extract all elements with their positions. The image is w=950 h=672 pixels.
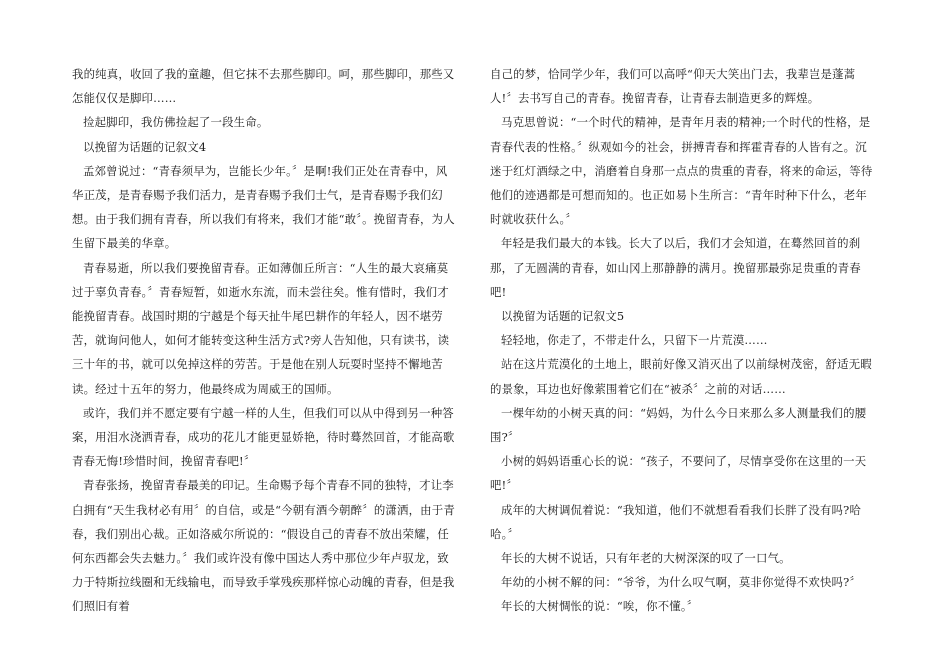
right-paragraph-3: 年轻是我们最大的本钱。长大了以后，我们才会知道，在蓦然回首的刹那，了无圆满的青春，如山冈上那静静的满月。挽留那最弥足贵重的青春吧! — [490, 236, 861, 299]
left-paragraph-4: 青春易逝，所以我们要挽留青春。正如薄伽丘所言：“人生的最大哀痛莫过于辜负青春。〞青春短暂，如逝水东流，而未尝往矣。惟有惜时，我们才能挽留青春。战国时期的宁越是个每天扯牛尾巴耕作的年轻人，因不堪劳苦，就询问他人，如何才能转变这种生活方式?旁人告知他，只有读书，读三十年的书，就可以免掉这样的劳苦。于是他在别人玩耍时坚持不懈地苦读。经过十五年的努力，他最终成为周威王的国师。 — [72, 260, 450, 396]
right-paragraph-8: 成年的大树调侃着说：“我知道，他们不就想看看我们长胖了没有吗?哈哈。〞 — [490, 502, 862, 541]
right-paragraph-9: 年长的大树不说话，只有年老的大树深深的叹了一口气。 — [501, 551, 791, 566]
right-paragraph-4: 轻轻地，你走了，不带走什么，只留下一片荒漠…… — [501, 333, 768, 348]
right-column — [490, 62, 875, 619]
right-paragraph-1: 自己的梦，恰同学少年，我们可以高呼“仰天大笑出门去，我辈岂是蓬蒿人!〞去书写自己的青春。挽留青春，让青春去制造更多的辉煌。 — [490, 67, 856, 106]
essay-5-heading: 以挽留为话题的记叙文5 — [501, 309, 625, 324]
right-paragraph-5: 站在这片荒漠化的土地上，眼前好像又消灭出了以前绿树茂密，舒适无暇的景象，耳边也好像萦围着它们在“被杀〞之前的对话…… — [490, 357, 872, 396]
left-column — [72, 62, 457, 619]
left-paragraph-6: 青春张扬，挽留青春最美的印记。生命赐予每个青春不同的独特，才让李白拥有“天生我材必有用〞的自信，或是“今朝有酒今朝醉〞的潇洒，由于青春，我们别出心裁。正如洛威尔所说的：“假设自己的青春不放出荣耀，任何东西都会失去魅力。〞我们或许没有像中国达人秀中那位少年卢驭龙，致力于特斯拉线圈和无线输电，而导致手掌残疾那样惊心动魄的青春，但是我们照旧有着 — [72, 478, 455, 614]
right-paragraph-6: 一棵年幼的小树天真的问：“妈妈，为什么今日来那么多人测量我们的腰围?〞 — [490, 405, 867, 445]
left-paragraph-2: 捡起脚印，我仿佛捡起了一段生命。 — [83, 115, 269, 130]
left-paragraph-1: 我的纯真，收回了我的童趣，但它抹不去那些脚印。呵，那些脚印，那些又怎能仅仅是脚印…… — [72, 67, 455, 106]
essay-4-heading: 以挽留为话题的记叙文4 — [83, 139, 207, 154]
right-paragraph-11: 年长的大树惆怅的说：“唉，你不懂。〞 — [501, 599, 699, 614]
left-paragraph-5: 或许，我们并不愿定要有宁越一样的人生，但我们可以从中得到另一种答案，用泪水浇洒青春，成功的花儿才能更显娇艳，待时蓦然回首，才能高歌青春无悔!珍惜时间，挽留青春吧!〞 — [72, 405, 455, 469]
right-paragraph-2: 马克思曾说：“一个时代的精神，是青年月表的精神;一个时代的性格，是青春代表的性格。〞纵观如今的社会，拼搏青春和挥霍青春的人皆有之。沉迷于红灯酒绿之中，消磨着自身那一点点的贵重的青春，将来的命运，等待他们的迹遇都是可想而知的。也正如易卜生所言：“青年时种下什么，老年时就收获什么。〞 — [490, 115, 873, 227]
left-paragraph-3: 孟郊曾说过：“青春须早为，岂能长少年。〞是啊!我们正处在青春中，风华正茂，是青春赐予我们活力，是青春赐予我们士气，是青春赐予我们幻想。由于我们拥有青春，所以我们有将来，我们才能“敢〞。挽留青春，为人生留下最美的华章。 — [72, 163, 455, 251]
right-paragraph-10: 年幼的小树不解的问：“爷爷，为什么叹气啊，莫非你觉得不欢快吗?〞 — [501, 575, 862, 590]
right-paragraph-7: 小树的妈妈语重心长的说：“孩子，不要问了，尽情享受你在这里的一天吧!〞 — [490, 454, 867, 493]
